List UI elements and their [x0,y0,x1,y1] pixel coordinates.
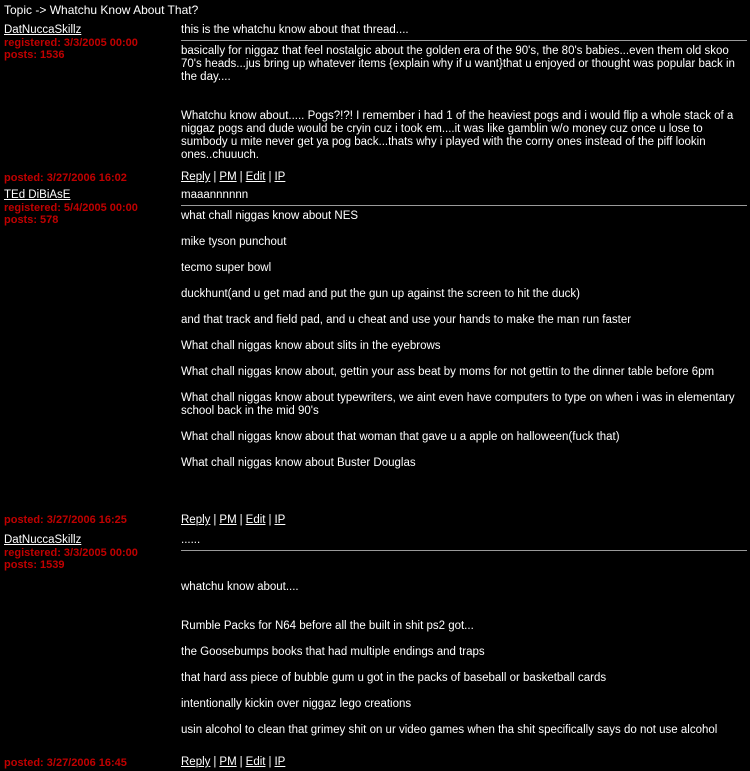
post-paragraph: basically for niggaz that feel nostalgic about the golden era of the 90's, the 80's babies...even them old skoo 70's heads...jus bring up whatever items {explain why if u want}that u enjoyed or thought was popular back in the day.... [181,45,735,83]
post-count: posts: 1536 [4,49,65,61]
post-body [181,189,747,483]
edit-link[interactable]: Edit [245,171,266,183]
reply-link[interactable]: Reply [181,171,211,183]
topic-header [4,4,198,17]
pm-link[interactable]: PM [219,756,237,768]
edit-link[interactable]: Edit [245,756,266,768]
post-count: posts: 1539 [4,559,65,571]
post-paragraph: intentionally kickin over niggaz lego creations [181,698,412,710]
post-paragraph: Whatchu know about..... Pogs?!?! I remember i had 1 of the heaviest pogs and i would flip a whole stack of a niggaz pogs and dude would be cryin cuz i took em....it was like gamblin w/o money cuz once u lose to sumbody u mite never get ya pog back...thats why i played with the corny ones instead of the piff lookin ones..chuuuch. [181,110,734,161]
author-link[interactable]: TEd DiBiAsE [4,189,71,201]
post-body [181,534,747,737]
post-subject: maaannnnnn [181,189,747,206]
reply-link[interactable]: Reply [181,756,211,768]
topic-title: Whatchu Know About That? [49,3,199,17]
post-paragraph: mike tyson punchout [181,236,287,248]
separator: | [213,756,217,768]
post-paragraph: What chall niggas know about that woman that gave u a apple on halloween(fuck that) [181,431,620,443]
reply-link[interactable]: Reply [181,514,211,526]
post-actions [181,514,285,527]
pm-link[interactable]: PM [219,514,237,526]
post-paragraph: the Goosebumps books that had multiple endings and traps [181,646,485,658]
edit-link[interactable]: Edit [245,514,266,526]
post-paragraph: tecmo super bowl [181,262,272,274]
post-paragraph: What chall niggas know about Buster Douglas [181,457,416,469]
ip-link[interactable]: IP [274,171,286,183]
author-link[interactable]: DatNuccaSkillz [4,24,82,36]
post-paragraph: whatchu know about.... [181,581,299,593]
post-actions [181,756,285,769]
posted-date: posted: 3/27/2006 16:25 [4,514,127,526]
post-paragraph: duckhunt(and u get mad and put the gun up against the screen to hit the duck) [181,288,580,300]
topic-prefix: Topic -> [4,3,47,17]
separator: | [239,171,243,183]
post-paragraph: What chall niggas know about, gettin your ass beat by moms for not gettin to the dinner table before 6pm [181,366,715,378]
post-subject: this is the whatchu know about that thread.... [181,24,747,41]
separator: | [268,756,272,768]
post-count: posts: 578 [4,214,59,226]
post-subject: ...... [181,534,747,551]
post-author-info [4,189,176,226]
author-link[interactable]: DatNuccaSkillz [4,534,82,546]
post-paragraph: What chall niggas know about slits in the eyebrows [181,340,441,352]
registered-date: registered: 3/3/2005 00:00 [4,547,138,559]
posted-date: posted: 3/27/2006 16:45 [4,757,127,769]
post-paragraph: what chall niggas know about NES [181,210,359,222]
ip-link[interactable]: IP [274,756,286,768]
post-paragraph: and that track and field pad, and u cheat and use your hands to make the man run faster [181,314,632,326]
pm-link[interactable]: PM [219,171,237,183]
post-author-info [4,24,176,61]
ip-link[interactable]: IP [274,514,286,526]
post-paragraph: What chall niggas know about typewriters, we aint even have computers to type on when i was in elementary school back in the mid 90's [181,392,735,417]
post-paragraph: usin alcohol to clean that grimey shit on ur video games when tha shit specifically says do not use alcohol [181,724,718,736]
post-author-info [4,534,176,571]
posted-date: posted: 3/27/2006 16:02 [4,172,127,184]
separator: | [213,171,217,183]
registered-date: registered: 5/4/2005 00:00 [4,202,138,214]
registered-date: registered: 3/3/2005 00:00 [4,37,138,49]
separator: | [239,514,243,526]
post-paragraph: Rumble Packs for N64 before all the built in shit ps2 got... [181,620,474,632]
separator: | [239,756,243,768]
post-actions [181,171,285,184]
post-paragraph: that hard ass piece of bubble gum u got in the packs of baseball or basketball cards [181,672,607,684]
separator: | [213,514,217,526]
post-body [181,24,747,175]
separator: | [268,171,272,183]
separator: | [268,514,272,526]
